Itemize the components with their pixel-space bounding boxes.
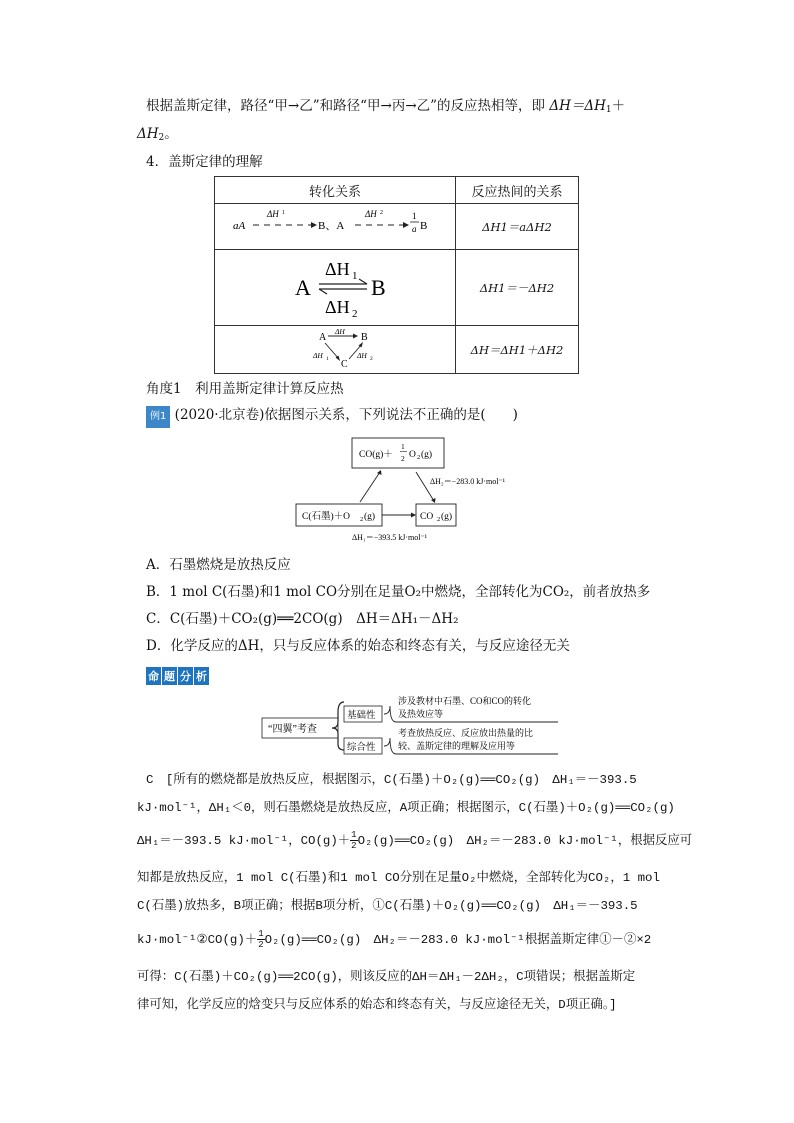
answer-line-4: 知都是放热反应，1 mol C(石墨)和1 mol CO分别在足量O₂中燃烧，全部转化为CO₂，1 mol	[137, 871, 660, 885]
r1-mid: B、A	[318, 220, 345, 232]
svg-text:2: 2	[401, 454, 405, 463]
r1-h1-sup: 1	[282, 210, 285, 216]
row3-diagram	[215, 326, 456, 374]
svg-text:2: 2	[437, 516, 441, 523]
row2-diagram	[215, 250, 456, 326]
r3-dh1: ΔH	[313, 351, 323, 360]
option-c: C．C(石墨)＋CO₂(g)══2CO(g) ΔH＝ΔH₁－ΔH₂	[146, 611, 459, 627]
r1-h2: ΔH	[365, 209, 377, 219]
svg-text:CO(g)＋: CO(g)＋	[359, 450, 393, 460]
svg-text:CO: CO	[420, 512, 434, 522]
analysis-heading: 命 题 分 析	[146, 667, 209, 685]
option-b: B．1 mol C(石墨)和1 mol CO分别在足量O₂中燃烧，全部转化为CO₂，前者放热多	[146, 584, 651, 600]
row1-diagram	[215, 204, 456, 250]
row1-relation: ΔH1＝aΔH2	[456, 204, 579, 250]
answer-line-6: kJ·mol⁻¹②CO(g)＋ $\frac{1}{2}$ O₂(g)══CO₂(g) ΔH₂＝－283.0 kJ·mol⁻¹根据盖斯定律①－②×2	[137, 929, 652, 950]
arrow-up	[360, 472, 380, 502]
r2-top: ΔH	[325, 259, 350, 279]
r2-arrowhead-bottom	[319, 289, 327, 294]
r1-h2-sup: 2	[380, 210, 383, 216]
r3-a: A	[319, 332, 327, 343]
answer-line-7: 可得：C(石墨)＋CO₂(g)══2CO(g)，则该反应的ΔH＝ΔH₁－2ΔH₂，C项错误；根据盖斯定	[137, 970, 636, 984]
r3-dh2: ΔH	[357, 351, 367, 360]
r2-a: A	[295, 275, 311, 300]
svg-text:2: 2	[370, 356, 373, 362]
svg-text:O: O	[409, 450, 416, 460]
svg-text:(g): (g)	[421, 450, 433, 460]
r1-arrowhead-1	[311, 222, 317, 228]
angle-heading: 角度1 利用盖斯定律计算反应热	[146, 381, 344, 397]
hess-diagram	[280, 432, 520, 544]
svg-text:2: 2	[360, 516, 364, 523]
svg-text:(g): (g)	[364, 512, 376, 522]
answer-line-1: C [所有的燃烧都是放热反应，根据图示，C(石墨)＋O₂(g)══CO₂(g) ΔH₁＝－393.5	[146, 773, 637, 787]
svg-text:(g): (g)	[441, 512, 453, 522]
answer-line-5: C(石墨)放热多，B项正确；根据B项分析，①C(石墨)＋O₂(g)══CO₂(g) ΔH₁＝－393.5	[137, 899, 638, 913]
example-badge: 例1	[146, 406, 170, 428]
svg-text:“四翼”考查: “四翼”考查	[268, 724, 317, 735]
r1-frac-n: 1	[412, 211, 417, 221]
r3-c: C	[341, 359, 348, 370]
r2-top-sub: 1	[352, 270, 358, 282]
answer-line-3: ΔH₁＝－393.5 kJ·mol⁻¹，CO(g)＋ $\frac{1}{2}$ O₂(g)══CO₂(g) ΔH₂＝－283.0 kJ·mol⁻¹，根据反应可	[137, 830, 693, 851]
svg-text:较、盖斯定律的理解及应用等: 较、盖斯定律的理解及应用等	[398, 741, 516, 751]
answer-line-8: 律可知，化学反应的焓变只与反应体系的始态和终态有关，与反应途径无关，D项正确。]	[137, 998, 617, 1012]
example-question: 例1 (2020·北京卷)依据图示关系，下列说法不正确的是( )	[146, 405, 518, 428]
r2-arrowhead-top	[359, 279, 367, 284]
option-d: D．化学反应的ΔH，只与反应体系的始态和终态有关，与反应途径无关	[146, 638, 570, 654]
row2-relation: ΔH1＝－ΔH2	[456, 250, 579, 326]
r1-arrowhead-2	[403, 222, 409, 228]
r2-b: B	[371, 275, 386, 300]
row3-relation: ΔH＝ΔH1＋ΔH2	[456, 326, 579, 374]
intro-line-2: $\Delta H_2$。	[137, 126, 178, 143]
svg-text:2: 2	[417, 454, 421, 461]
section-heading: 4．盖斯定律的理解	[146, 154, 263, 170]
svg-text:1: 1	[326, 356, 329, 362]
table-head-right: 反应热间的关系	[456, 177, 579, 204]
r1-frac-d: a	[412, 224, 417, 234]
svg-text:及热效应等: 及热效应等	[398, 709, 444, 719]
analysis-mindmap	[258, 692, 568, 756]
h2-label: ΔH₂＝−283.0 kJ·mol⁻¹	[430, 477, 506, 486]
row3-svg	[225, 326, 445, 370]
intro-dh: ΔH＝ΔH	[549, 98, 606, 114]
svg-text:综合性: 综合性	[347, 743, 376, 753]
r1-h1: ΔH	[267, 209, 279, 219]
h1-label: ΔH₁＝−393.5 kJ·mol⁻¹	[352, 533, 428, 542]
r3-dh: ΔH	[335, 327, 345, 336]
hess-law-table	[214, 176, 579, 374]
row2-svg	[225, 251, 445, 321]
r1-a: aA	[233, 220, 246, 232]
row1-svg	[225, 205, 445, 245]
answer-line-2: kJ·mol⁻¹，ΔH₁＜0，则石墨燃烧是放热反应，A项正确；根据图示，C(石墨)＋O₂(g)══CO₂(g)	[137, 801, 675, 815]
table-head-left: 转化关系	[215, 177, 456, 204]
r3-b: B	[361, 332, 368, 343]
svg-text:考查放热反应、反应放出热量的比: 考查放热反应、反应放出热量的比	[398, 728, 534, 738]
svg-text:1: 1	[401, 442, 405, 451]
svg-text:涉及教材中石墨、CO和CO的转化: 涉及教材中石墨、CO和CO的转化	[398, 696, 532, 706]
svg-text:基础性: 基础性	[347, 711, 376, 721]
option-a: A．石墨燃烧是放热反应	[146, 557, 291, 573]
svg-text:C(石墨)＋O: C(石墨)＋O	[302, 512, 351, 522]
r2-bot: ΔH	[325, 297, 350, 317]
intro-line-1: 根据盖斯定律，路径“甲→乙”和路径“甲→丙→乙”的反应热相等，即 $\Delta H=\Delta H_1+$	[146, 98, 626, 115]
r2-bot-sub: 2	[352, 308, 358, 320]
r1-b: B	[420, 220, 428, 232]
